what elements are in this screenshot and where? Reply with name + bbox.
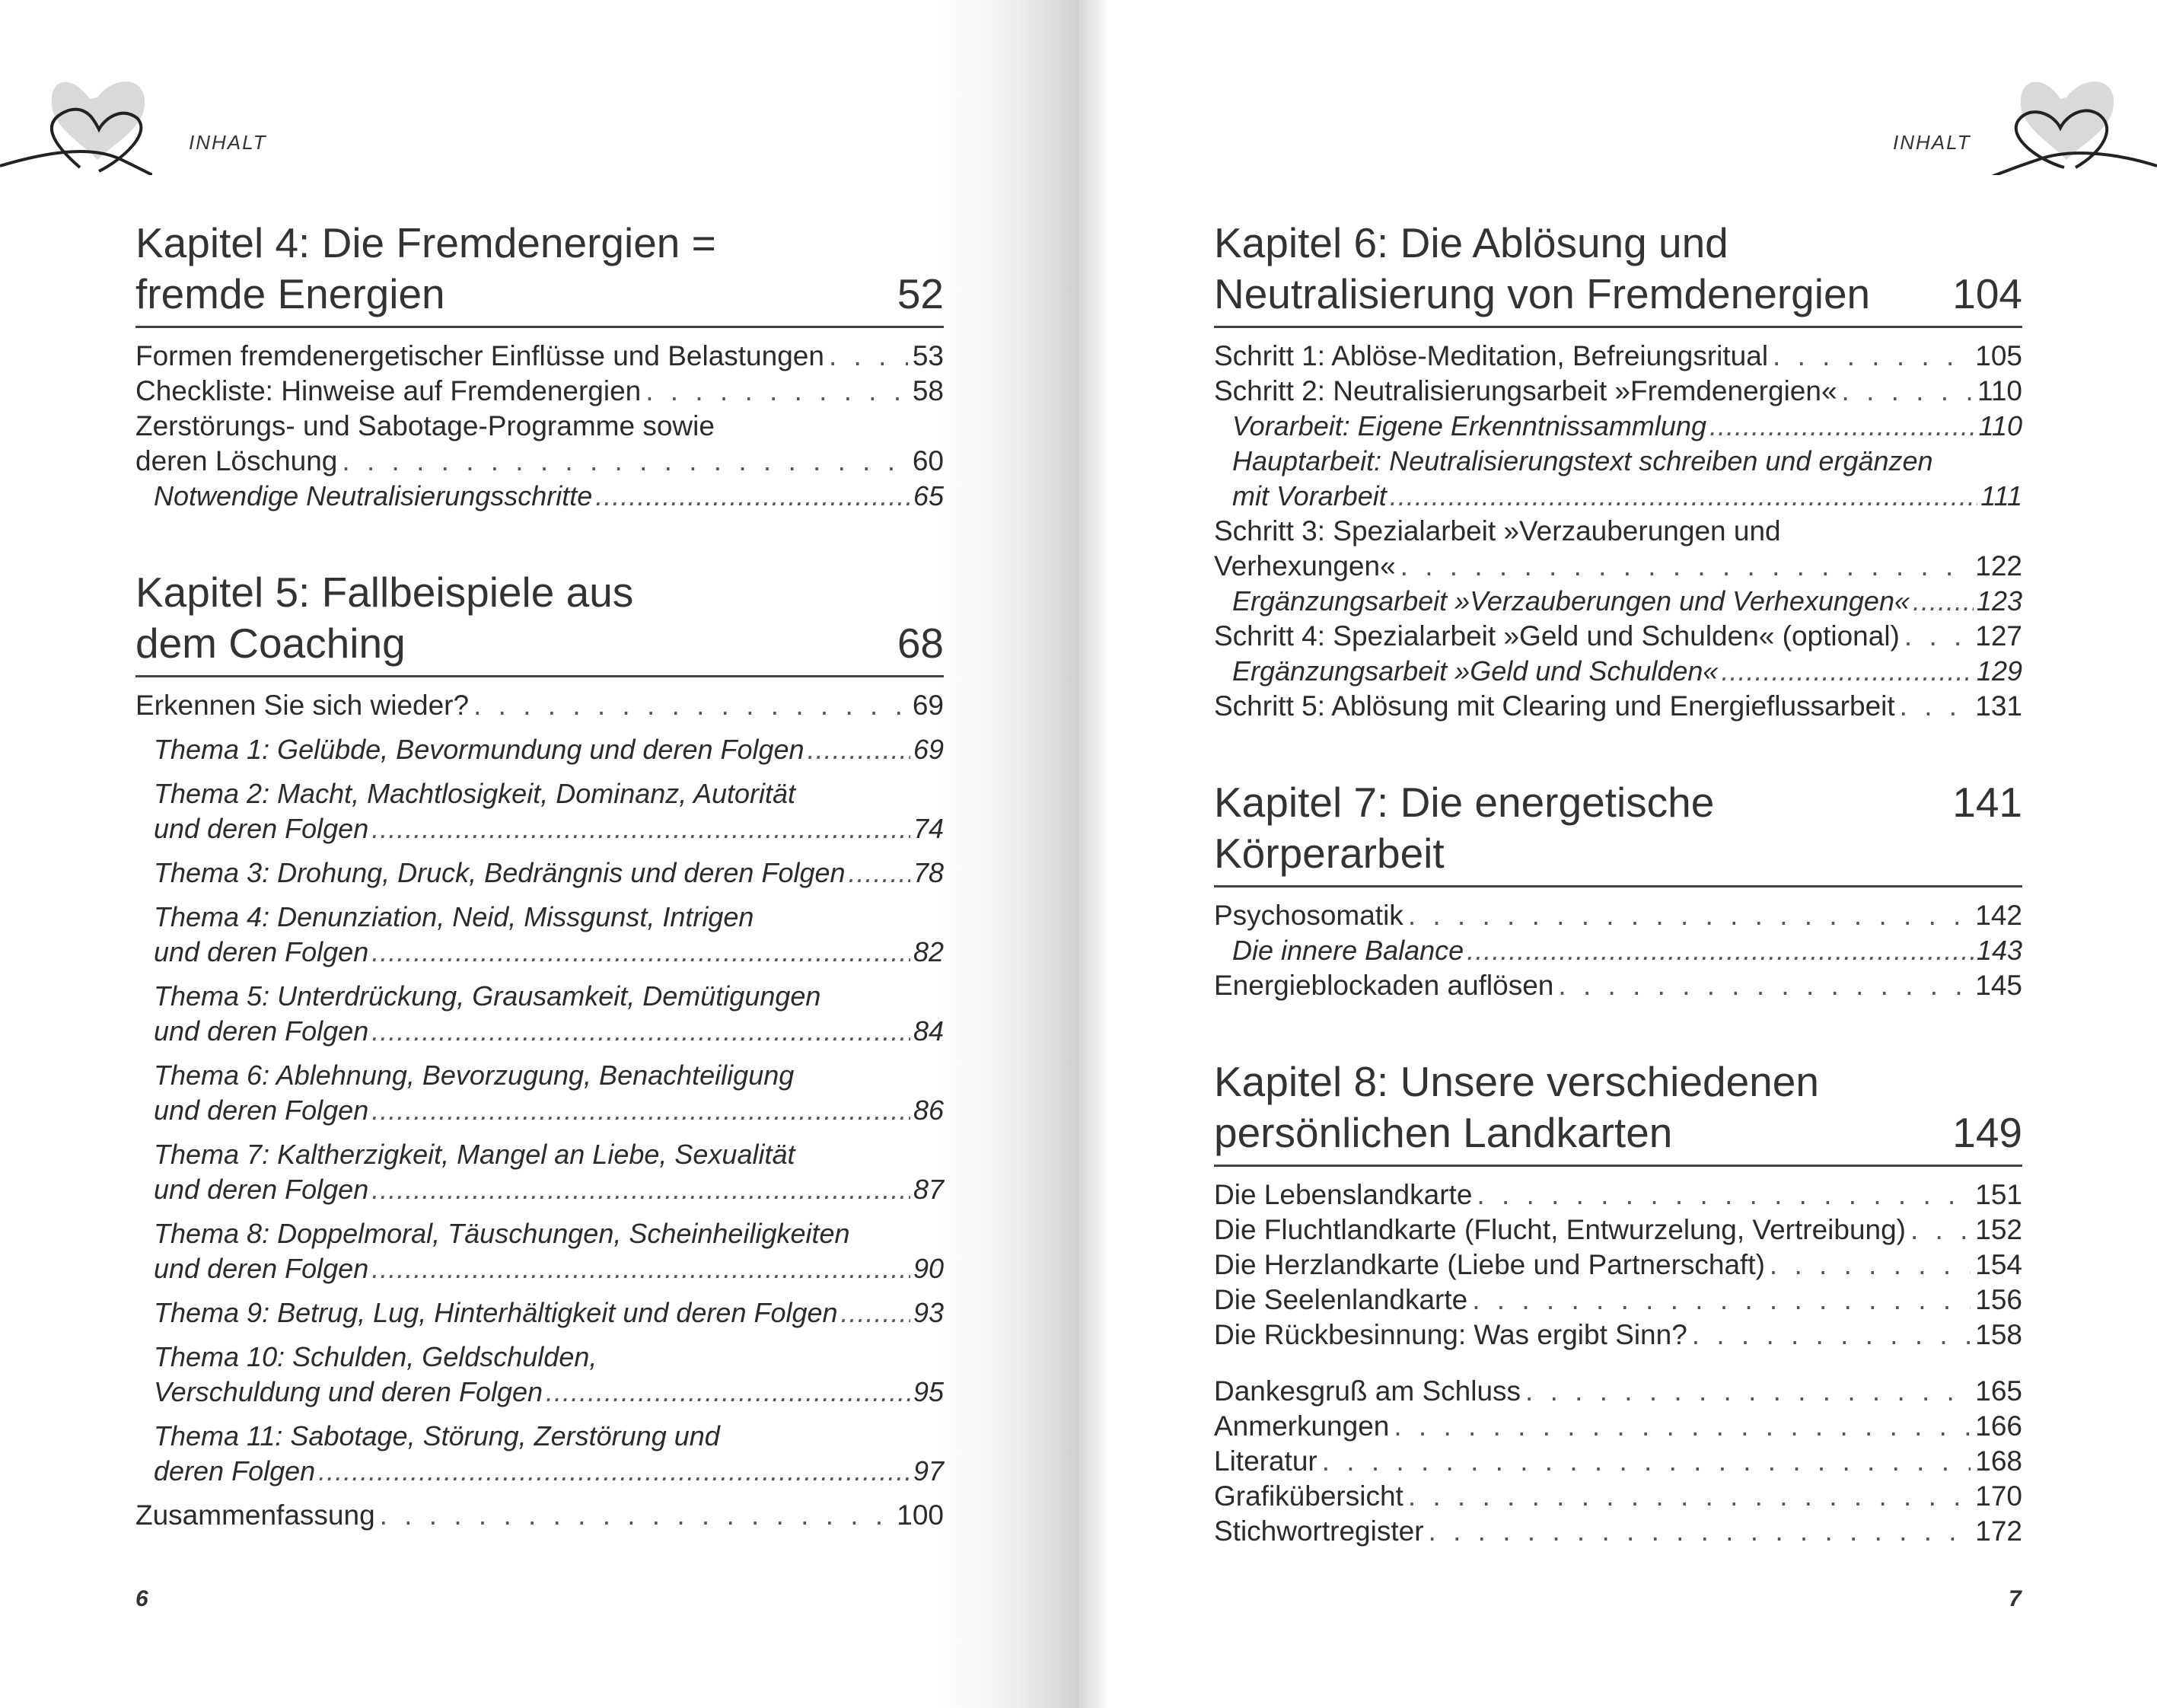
toc-entry[interactable] [135,688,944,723]
entry-page: 156 [1975,1284,2022,1315]
entry-text: Thema 8: Doppelmoral, Täuschungen, Scheinheiligkeiten [154,1218,850,1249]
entry-text: und deren Folgen [154,813,369,844]
entry-text: Psychosomatik [1214,900,1403,931]
chapter-page-number: 149 [1952,1109,2022,1156]
chapter-page-number: 52 [897,270,944,317]
toc-subentry[interactable] [1214,584,2022,619]
entry-text: Die Herzlandkarte (Liebe und Partnerschaft) [1214,1249,1765,1280]
entry-page: 53 [912,340,944,371]
entry-text: Thema 6: Ablehnung, Bevorzugung, Benachteiligung [154,1060,795,1091]
entry-page: 145 [1975,970,2022,1001]
entry-page: 105 [1975,340,2022,371]
toc-subentry[interactable] [135,1058,944,1128]
entry-page: 60 [912,445,944,476]
entry-text: und deren Folgen [154,1015,369,1047]
entry-text: Thema 2: Macht, Machtlosigkeit, Dominanz, Autorität [154,778,796,809]
entry-text: und deren Folgen [154,936,369,967]
entry-page: 100 [897,1499,944,1531]
entry-page: 90 [913,1253,944,1284]
entry-text: Ergänzungsarbeit »Verzauberungen und Verhexungen« [1232,585,1910,617]
toc-entry[interactable] [135,1498,944,1533]
toc-entry[interactable] [1214,1409,2022,1444]
entry-page: 86 [913,1095,944,1126]
toc-entry[interactable] [135,374,944,409]
chapter-page-number: 68 [897,620,944,667]
entry-page: 158 [1975,1319,2022,1350]
entry-page: 166 [1975,1410,2022,1442]
entry-text: deren Folgen [154,1455,316,1487]
chapter-heading [1214,218,2022,328]
entry-page: 97 [913,1455,944,1487]
entry-page: 58 [912,375,944,406]
entry-text: Grafikübersicht [1214,1480,1403,1512]
entry-page: 110 [1978,410,2022,441]
entry-page: 127 [1975,620,2022,652]
entry-text: Thema 5: Unterdrückung, Grausamkeit, Demütigungen [154,980,821,1012]
toc-column-left [135,218,944,1533]
left-page [0,0,1078,1708]
toc-entry[interactable] [1214,1177,2022,1212]
toc-entry[interactable] [1214,968,2022,1003]
toc-entry[interactable] [1214,689,2022,724]
chapter-title-line: Kapitel 5: Fallbeispiele aus [135,569,634,616]
entry-page: 151 [1975,1179,2022,1210]
chapter-title-line: dem Coaching [135,620,406,667]
entry-page: 95 [913,1376,944,1407]
entry-text: Thema 11: Sabotage, Störung, Zerstörung und [154,1420,720,1451]
toc-entry[interactable] [135,339,944,374]
toc-entry[interactable] [1214,1283,2022,1318]
toc-entry[interactable] [1214,1212,2022,1248]
entry-page: 143 [1976,935,2022,966]
chapter-page-number: 104 [1952,270,2022,317]
entry-page: 82 [913,936,944,967]
entry-text: Vorarbeit: Eigene Erkenntnissammlung [1232,410,1706,441]
entry-text: und deren Folgen [154,1095,369,1126]
toc-subentry[interactable] [135,776,944,846]
entry-text: Stichwortregister [1214,1515,1424,1547]
entry-text: Zusammenfassung [135,1499,375,1531]
entry-text: Hauptarbeit: Neutralisierungstext schreiben und ergänzen [1232,445,1933,476]
entry-page: 122 [1975,550,2022,582]
page-number: 6 [135,1586,148,1611]
entry-text: Formen fremdenergetischer Einflüsse und Belastungen [135,340,824,371]
toc-entry[interactable] [1214,374,2022,409]
entry-text: Thema 10: Schulden, Geldschulden, [154,1341,597,1372]
entry-page: 84 [913,1015,944,1047]
entry-page: 93 [913,1297,944,1328]
entry-text: Verschuldung und deren Folgen [154,1376,543,1407]
toc-subentry[interactable] [135,479,944,514]
toc-subentry[interactable] [135,1419,944,1489]
entry-page: 69 [913,734,944,765]
entry-page: 168 [1975,1445,2022,1477]
toc-entry[interactable] [1214,898,2022,933]
gutter-shadow [936,0,1078,1708]
entry-text: Literatur [1214,1445,1317,1477]
toc-subentry[interactable] [135,979,944,1049]
entry-text: mit Vorarbeit [1232,480,1387,511]
chapter-heading [135,218,944,328]
entry-text: Die Fluchtlandkarte (Flucht, Entwurzelung, Vertreibung) [1214,1214,1906,1245]
entry-page: 87 [913,1174,944,1205]
entry-text: Zerstörungs- und Sabotage-Programme sowie [135,410,715,441]
toc-column-right [1214,218,2022,1549]
toc-entry[interactable] [1214,1514,2022,1549]
entry-page: 170 [1975,1480,2022,1512]
entry-page: 111 [1980,480,2022,511]
entry-page: 123 [1976,585,2022,617]
toc-subentry[interactable] [135,856,944,891]
toc-entry[interactable] [1214,514,2022,584]
entry-text: Erkennen Sie sich wieder? [135,690,470,721]
entry-text: Schritt 3: Spezialarbeit »Verzauberungen und [1214,515,1781,546]
toc-subentry[interactable] [135,1295,944,1330]
chapter-title-line: fremde Energien [135,270,445,317]
toc-subentry[interactable] [135,732,944,767]
entry-text: Dankesgruß am Schluss [1214,1375,1521,1407]
chapter-title-line: Kapitel 4: Die Fremdenergien = [135,219,716,266]
page-number: 7 [2009,1586,2022,1611]
toc-entry[interactable] [1214,1318,2022,1353]
entry-text: und deren Folgen [154,1253,369,1284]
entry-text: Schritt 5: Ablösung mit Clearing und Energieflussarbeit [1214,690,1895,722]
toc-entry[interactable] [1214,1444,2022,1479]
entry-page: 154 [1975,1249,2022,1280]
toc-subentry[interactable] [1214,933,2022,968]
entry-page: 110 [1977,375,2022,406]
gutter-shadow [1078,0,1109,1708]
entry-text: Notwendige Neutralisierungsschritte [154,480,593,511]
chapter-title-line: Kapitel 7: Die energetische Körperarbeit [1214,779,1715,877]
heart-ornament-icon [1977,46,2157,175]
right-page [1078,0,2157,1708]
entry-text: Die innere Balance [1232,935,1464,966]
toc-entry[interactable] [135,409,944,479]
entry-text: Thema 3: Drohung, Druck, Bedrängnis und deren Folgen [154,857,846,888]
entry-text: Thema 4: Denunziation, Neid, Missgunst, Intrigen [154,901,754,932]
entry-text: Die Lebenslandkarte [1214,1179,1473,1210]
chapter-title-line: persönlichen Landkarten [1214,1109,1673,1156]
heart-ornament-icon [0,46,152,175]
toc-subentry[interactable] [135,1216,944,1286]
entry-text: Schritt 2: Neutralisierungsarbeit »Fremdenergien« [1214,375,1837,406]
toc-entry[interactable] [1214,619,2022,654]
entry-text: Energieblockaden auflösen [1214,970,1554,1001]
entry-text: Schritt 4: Spezialarbeit »Geld und Schulden« (optional) [1214,620,1900,652]
chapter-title-line: Neutralisierung von Fremdenergien [1214,270,1871,317]
toc-subentry[interactable] [1214,444,2022,514]
entry-page: 65 [913,480,944,511]
chapter-title-line: Kapitel 6: Die Ablösung und [1214,219,1728,266]
toc-subentry[interactable] [135,900,944,970]
entry-page: 172 [1975,1515,2022,1547]
entry-text: deren Löschung [135,445,338,476]
running-header: INHALT [1893,131,1971,154]
entry-text: Schritt 1: Ablöse-Meditation, Befreiungsritual [1214,340,1769,371]
entry-text: Verhexungen« [1214,550,1396,582]
chapter-title-line: Kapitel 8: Unsere verschiedenen [1214,1058,1819,1105]
entry-text: Die Seelenlandkarte [1214,1284,1468,1315]
entry-page: 165 [1975,1375,2022,1407]
entry-page: 152 [1975,1214,2022,1245]
chapter-heading [1214,777,2022,887]
toc-entry[interactable] [1214,1479,2022,1514]
entry-page: 131 [1975,690,2022,722]
toc-subentry[interactable] [135,1137,944,1207]
entry-text: Anmerkungen [1214,1410,1390,1442]
entry-text: Checkliste: Hinweise auf Fremdenergien [135,375,642,406]
entry-page: 74 [913,813,944,844]
chapter-page-number: 141 [1952,779,2022,826]
entry-page: 142 [1975,900,2022,931]
entry-text: Die Rückbesinnung: Was ergibt Sinn? [1214,1319,1687,1350]
toc-subentry[interactable] [135,1340,944,1410]
entry-text: Ergänzungsarbeit »Geld und Schulden« [1232,655,1719,687]
entry-page: 78 [913,857,944,888]
toc-entry[interactable] [1214,339,2022,374]
running-header: INHALT [189,131,267,154]
chapter-heading [135,567,944,677]
toc-entry[interactable] [1214,1248,2022,1283]
entry-page: 69 [912,690,944,721]
entry-page: 129 [1976,655,2022,687]
chapter-heading [1214,1056,2022,1167]
entry-text: Thema 9: Betrug, Lug, Hinterhältigkeit und deren Folgen [154,1297,838,1328]
toc-subentry[interactable] [1214,654,2022,689]
toc-entry[interactable] [1214,1374,2022,1409]
entry-text: Thema 1: Gelübde, Bevormundung und deren Folgen [154,734,804,765]
toc-subentry[interactable] [1214,409,2022,444]
entry-text: und deren Folgen [154,1174,369,1205]
entry-text: Thema 7: Kaltherzigkeit, Mangel an Liebe, Sexualität [154,1139,795,1170]
